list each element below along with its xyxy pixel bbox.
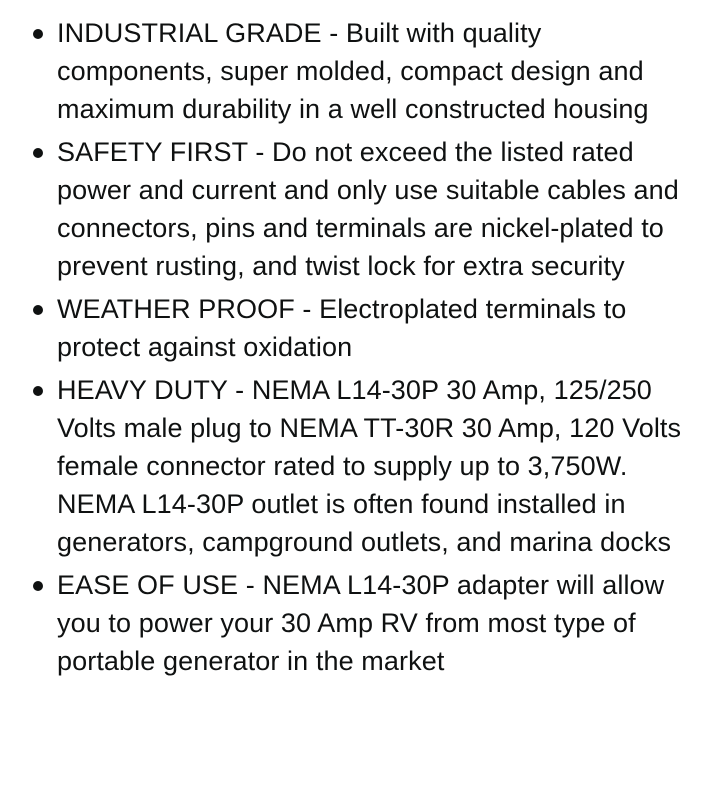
feature-bullet-ease-of-use <box>0 566 701 680</box>
feature-bullet-weather-proof <box>0 290 701 366</box>
bullet-dot-icon <box>33 581 43 591</box>
bullet-dot-icon <box>33 305 43 315</box>
bullet-dot-icon <box>33 386 43 396</box>
feature-bullet-text: EASE OF USE - NEMA L14-30P adapter will allow you to power your 30 Amp RV from most type of portable generator in the market <box>57 570 665 676</box>
feature-bullet-heavy-duty <box>0 371 701 561</box>
bullet-dot-icon <box>33 29 43 39</box>
feature-bullet-text: HEAVY DUTY - NEMA L14-30P 30 Amp, 125/250 Volts male plug to NEMA TT-30R 30 Amp, 120 Volts female connector rated to supply up to 3,750W. NEMA L14-30P outlet is often found installed in generators, campground outlets, and marina docks <box>57 375 682 557</box>
feature-bullet-text: WEATHER PROOF - Electroplated terminals to protect against oxidation <box>57 294 627 362</box>
feature-bullet-safety-first <box>0 133 701 285</box>
feature-bullet-list <box>0 14 701 685</box>
feature-bullet-text: INDUSTRIAL GRADE - Built with quality components, super molded, compact design and maximum durability in a well constructed housing <box>57 18 649 124</box>
feature-bullet-industrial-grade <box>0 14 701 128</box>
feature-bullet-text: SAFETY FIRST - Do not exceed the listed rated power and current and only use suitable cables and connectors, pins and terminals are nickel-plated to prevent rusting, and twist lock for extra security <box>57 137 679 281</box>
bullet-dot-icon <box>33 148 43 158</box>
